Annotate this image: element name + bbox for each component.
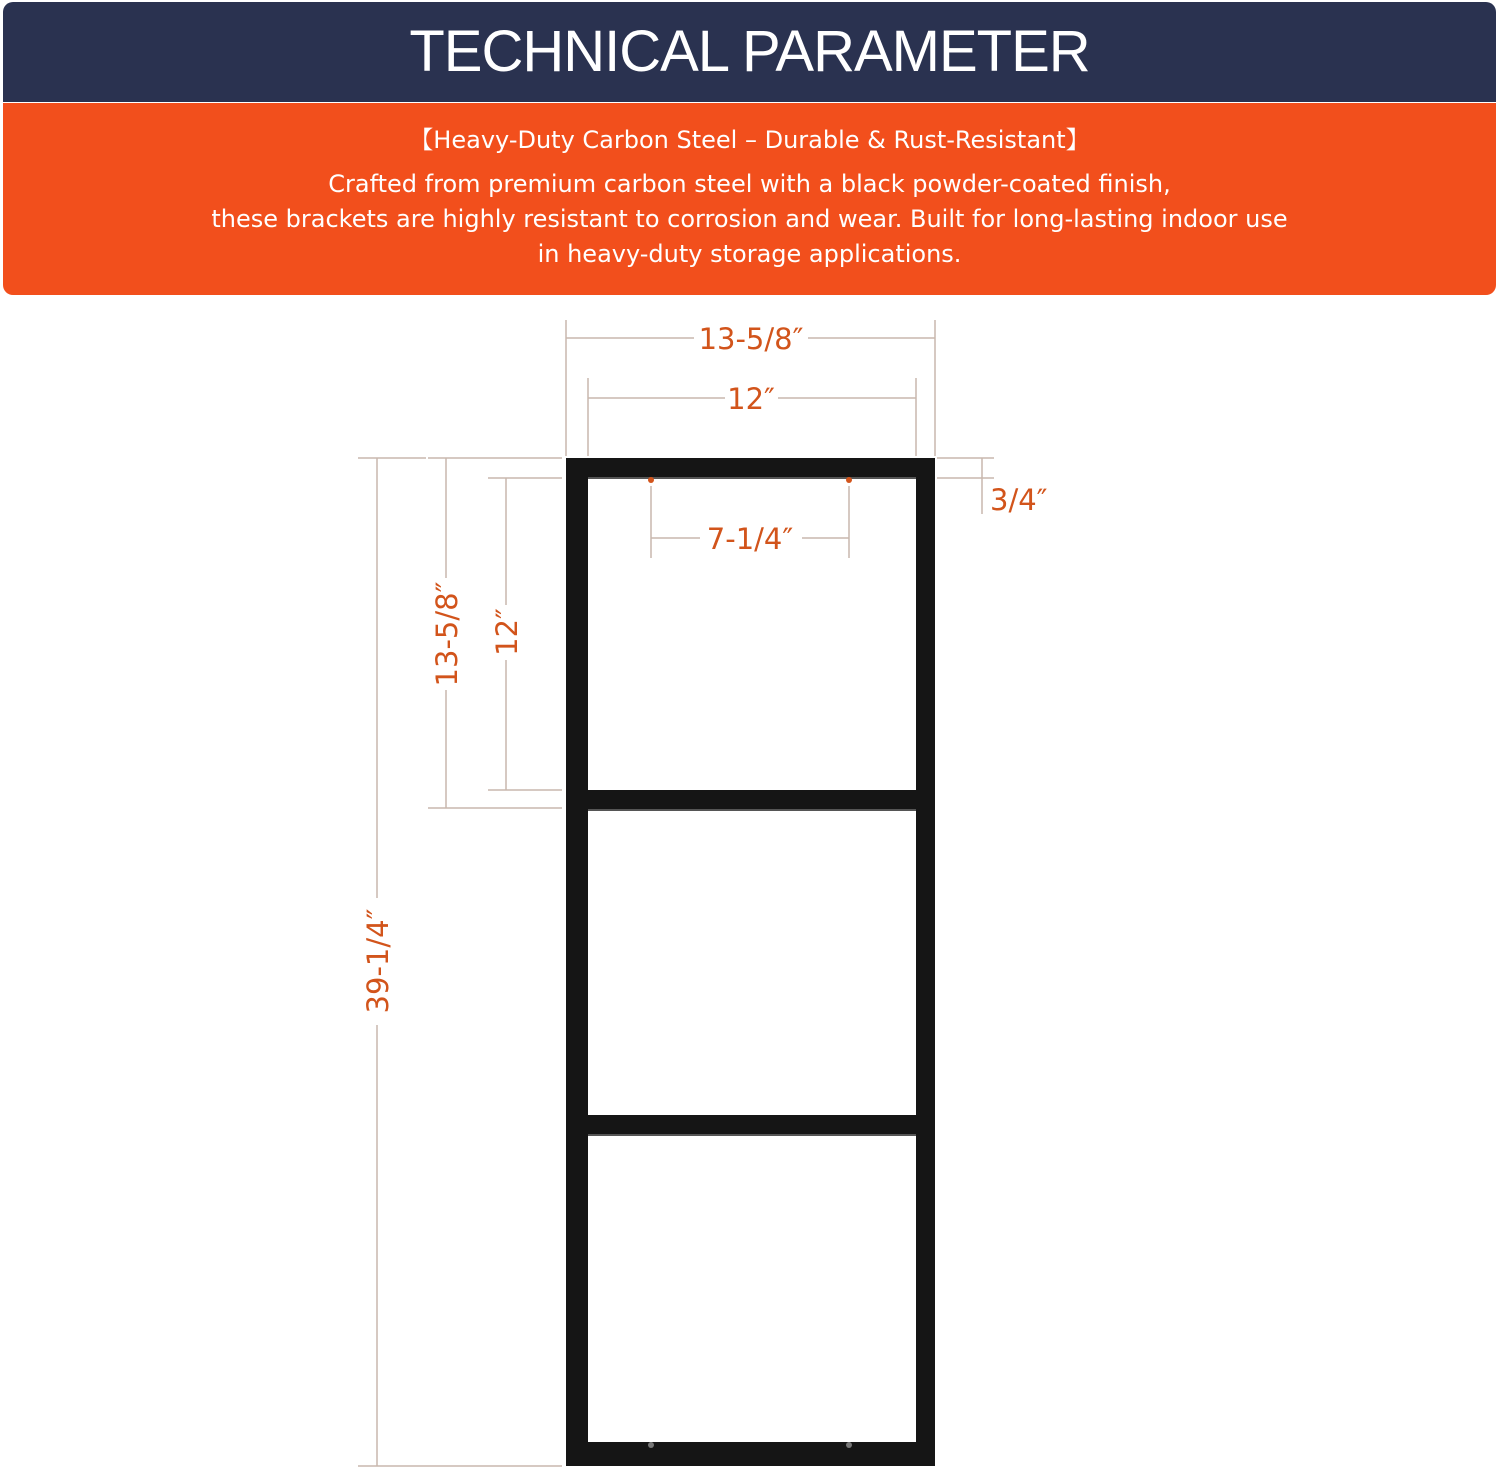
mounting-hole [846,477,852,483]
mounting-hole [648,477,654,483]
mounting-hole [846,1442,852,1448]
banner-line: Crafted from premium carbon steel with a black powder-coated finish, [328,170,1171,198]
bracket-frame [566,458,935,1466]
banner-line: these brackets are highly resistant to corrosion and wear. Built for long-lasting indoor use [211,205,1288,233]
banner-heading: 【Heavy-Duty Carbon Steel – Durable & Rust-Resistant】 [409,126,1090,154]
frame-shape [566,458,935,1466]
inner-width-label: 12″ [727,382,775,416]
bar-thickness-label: 3/4″ [990,483,1048,517]
dimension-lines [358,320,994,1466]
section-inner-height-label: 12″ [490,608,524,656]
hole-spacing-label: 7-1/4″ [706,522,794,556]
section-outer-height-label: 13-5/8″ [430,581,464,687]
outer-width-label: 13-5/8″ [698,322,804,356]
banner-line: in heavy-duty storage applications. [537,240,962,268]
total-height-label: 39-1/4″ [361,908,395,1014]
mounting-hole [648,1442,654,1448]
page-title: TECHNICAL PARAMETER [409,19,1090,84]
